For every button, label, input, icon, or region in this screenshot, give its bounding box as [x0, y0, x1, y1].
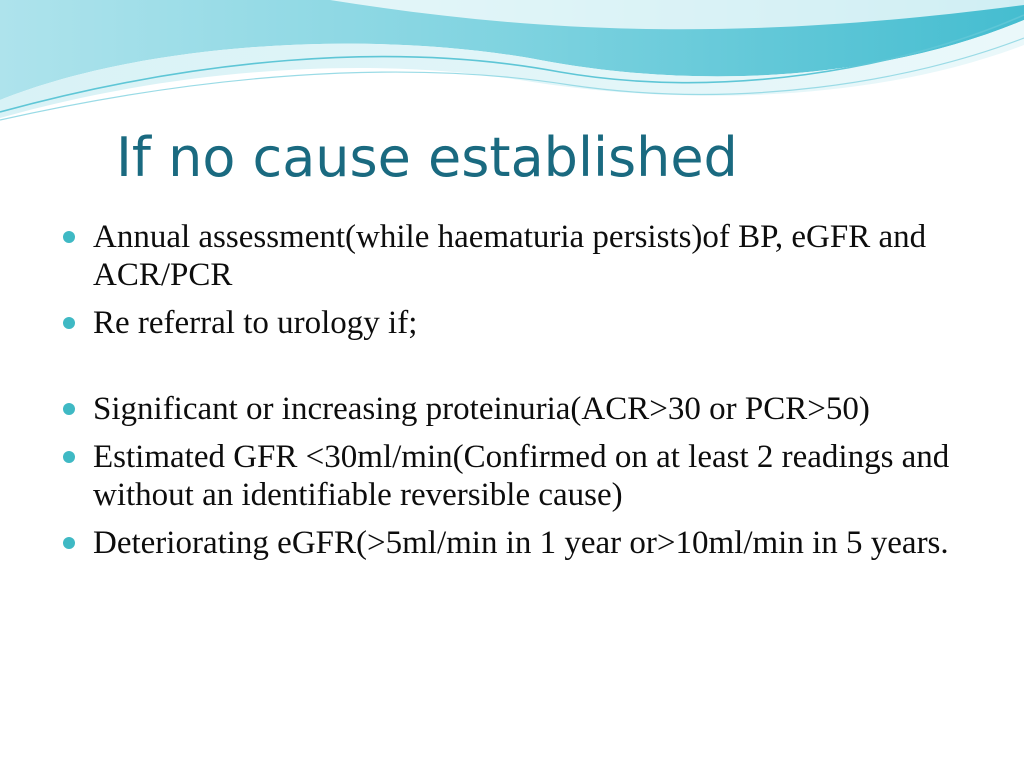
slide-title: If no cause established: [116, 126, 738, 189]
bullet-item: [62, 438, 952, 514]
bullet-text: Estimated GFR <30ml/min(Confirmed on at least 2 readings and without an identifiable reversible cause): [93, 439, 950, 513]
bullet-text: Significant or increasing proteinuria(ACR>30 or PCR>50): [93, 391, 870, 427]
bullet-text: Annual assessment(while haematuria persists)of BP, eGFR and ACR/PCR: [93, 219, 927, 293]
bullet-marker-icon: [63, 537, 75, 549]
bullet-text: Deteriorating eGFR(>5ml/min in 1 year or>10ml/min in 5 years.: [93, 525, 949, 561]
bullet-item: [62, 304, 952, 342]
bullet-marker-icon: [63, 451, 75, 463]
bullet-item: [62, 218, 952, 294]
bullet-text: Re referral to urology if;: [93, 305, 418, 341]
bullet-item: [62, 524, 952, 562]
bullet-marker-icon: [63, 317, 75, 329]
bullet-list: [62, 218, 952, 572]
bullet-marker-icon: [63, 231, 75, 243]
bullet-item: [62, 390, 952, 428]
bullet-marker-icon: [63, 403, 75, 415]
